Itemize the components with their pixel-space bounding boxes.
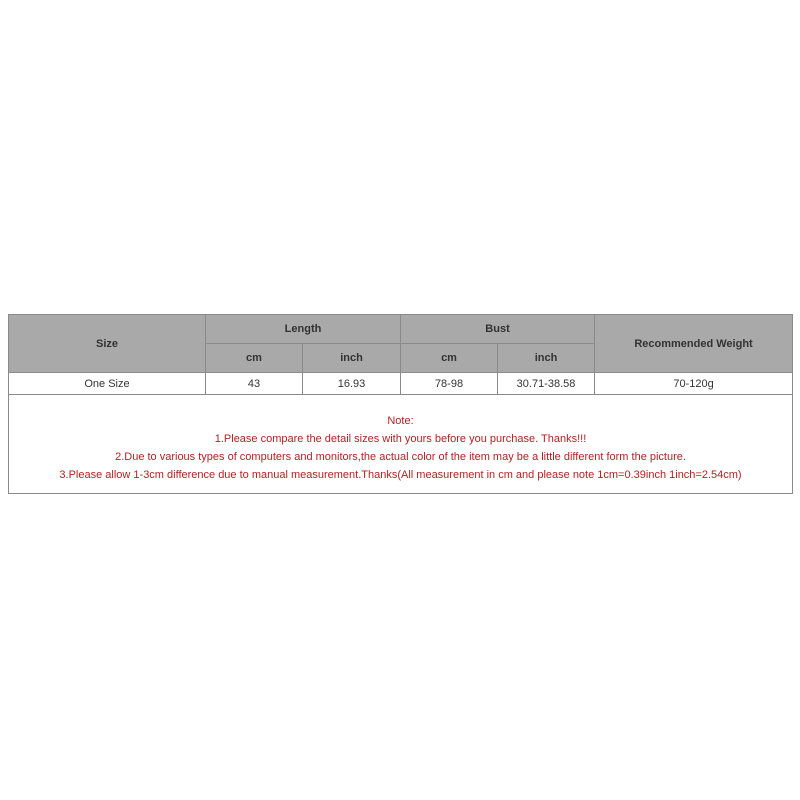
size-chart-table xyxy=(8,314,793,494)
header-length-inch: inch xyxy=(303,344,401,373)
header-recommended-weight: Recommended Weight xyxy=(595,315,793,373)
cell-bust-cm: 78-98 xyxy=(401,373,498,395)
notes-cell xyxy=(9,395,793,494)
header-size: Size xyxy=(9,315,206,373)
cell-bust-inch: 30.71-38.58 xyxy=(498,373,595,395)
cell-size: One Size xyxy=(9,373,206,395)
note-line-1: 1.Please compare the detail sizes with yours before you purchase. Thanks!!! xyxy=(214,433,587,445)
note-title: Note: xyxy=(387,415,414,427)
cell-length-inch: 16.93 xyxy=(303,373,401,395)
header-length-cm: cm xyxy=(206,344,303,373)
header-bust: Bust xyxy=(401,315,595,344)
header-bust-inch: inch xyxy=(498,344,595,373)
cell-length-cm: 43 xyxy=(206,373,303,395)
header-length: Length xyxy=(206,315,401,344)
cell-recommended-weight: 70-120g xyxy=(595,373,793,395)
note-line-3: 3.Please allow 1-3cm difference due to manual measurement.Thanks(All measurement in cm and please note 1cm=0.39inch 1inch=2.54cm) xyxy=(59,469,742,481)
note-line-2: 2.Due to various types of computers and monitors,the actual color of the item may be a little different form the picture. xyxy=(115,451,686,463)
header-bust-cm: cm xyxy=(401,344,498,373)
notes-row xyxy=(9,395,793,494)
header-row-main xyxy=(9,315,793,344)
table-row xyxy=(9,373,793,395)
